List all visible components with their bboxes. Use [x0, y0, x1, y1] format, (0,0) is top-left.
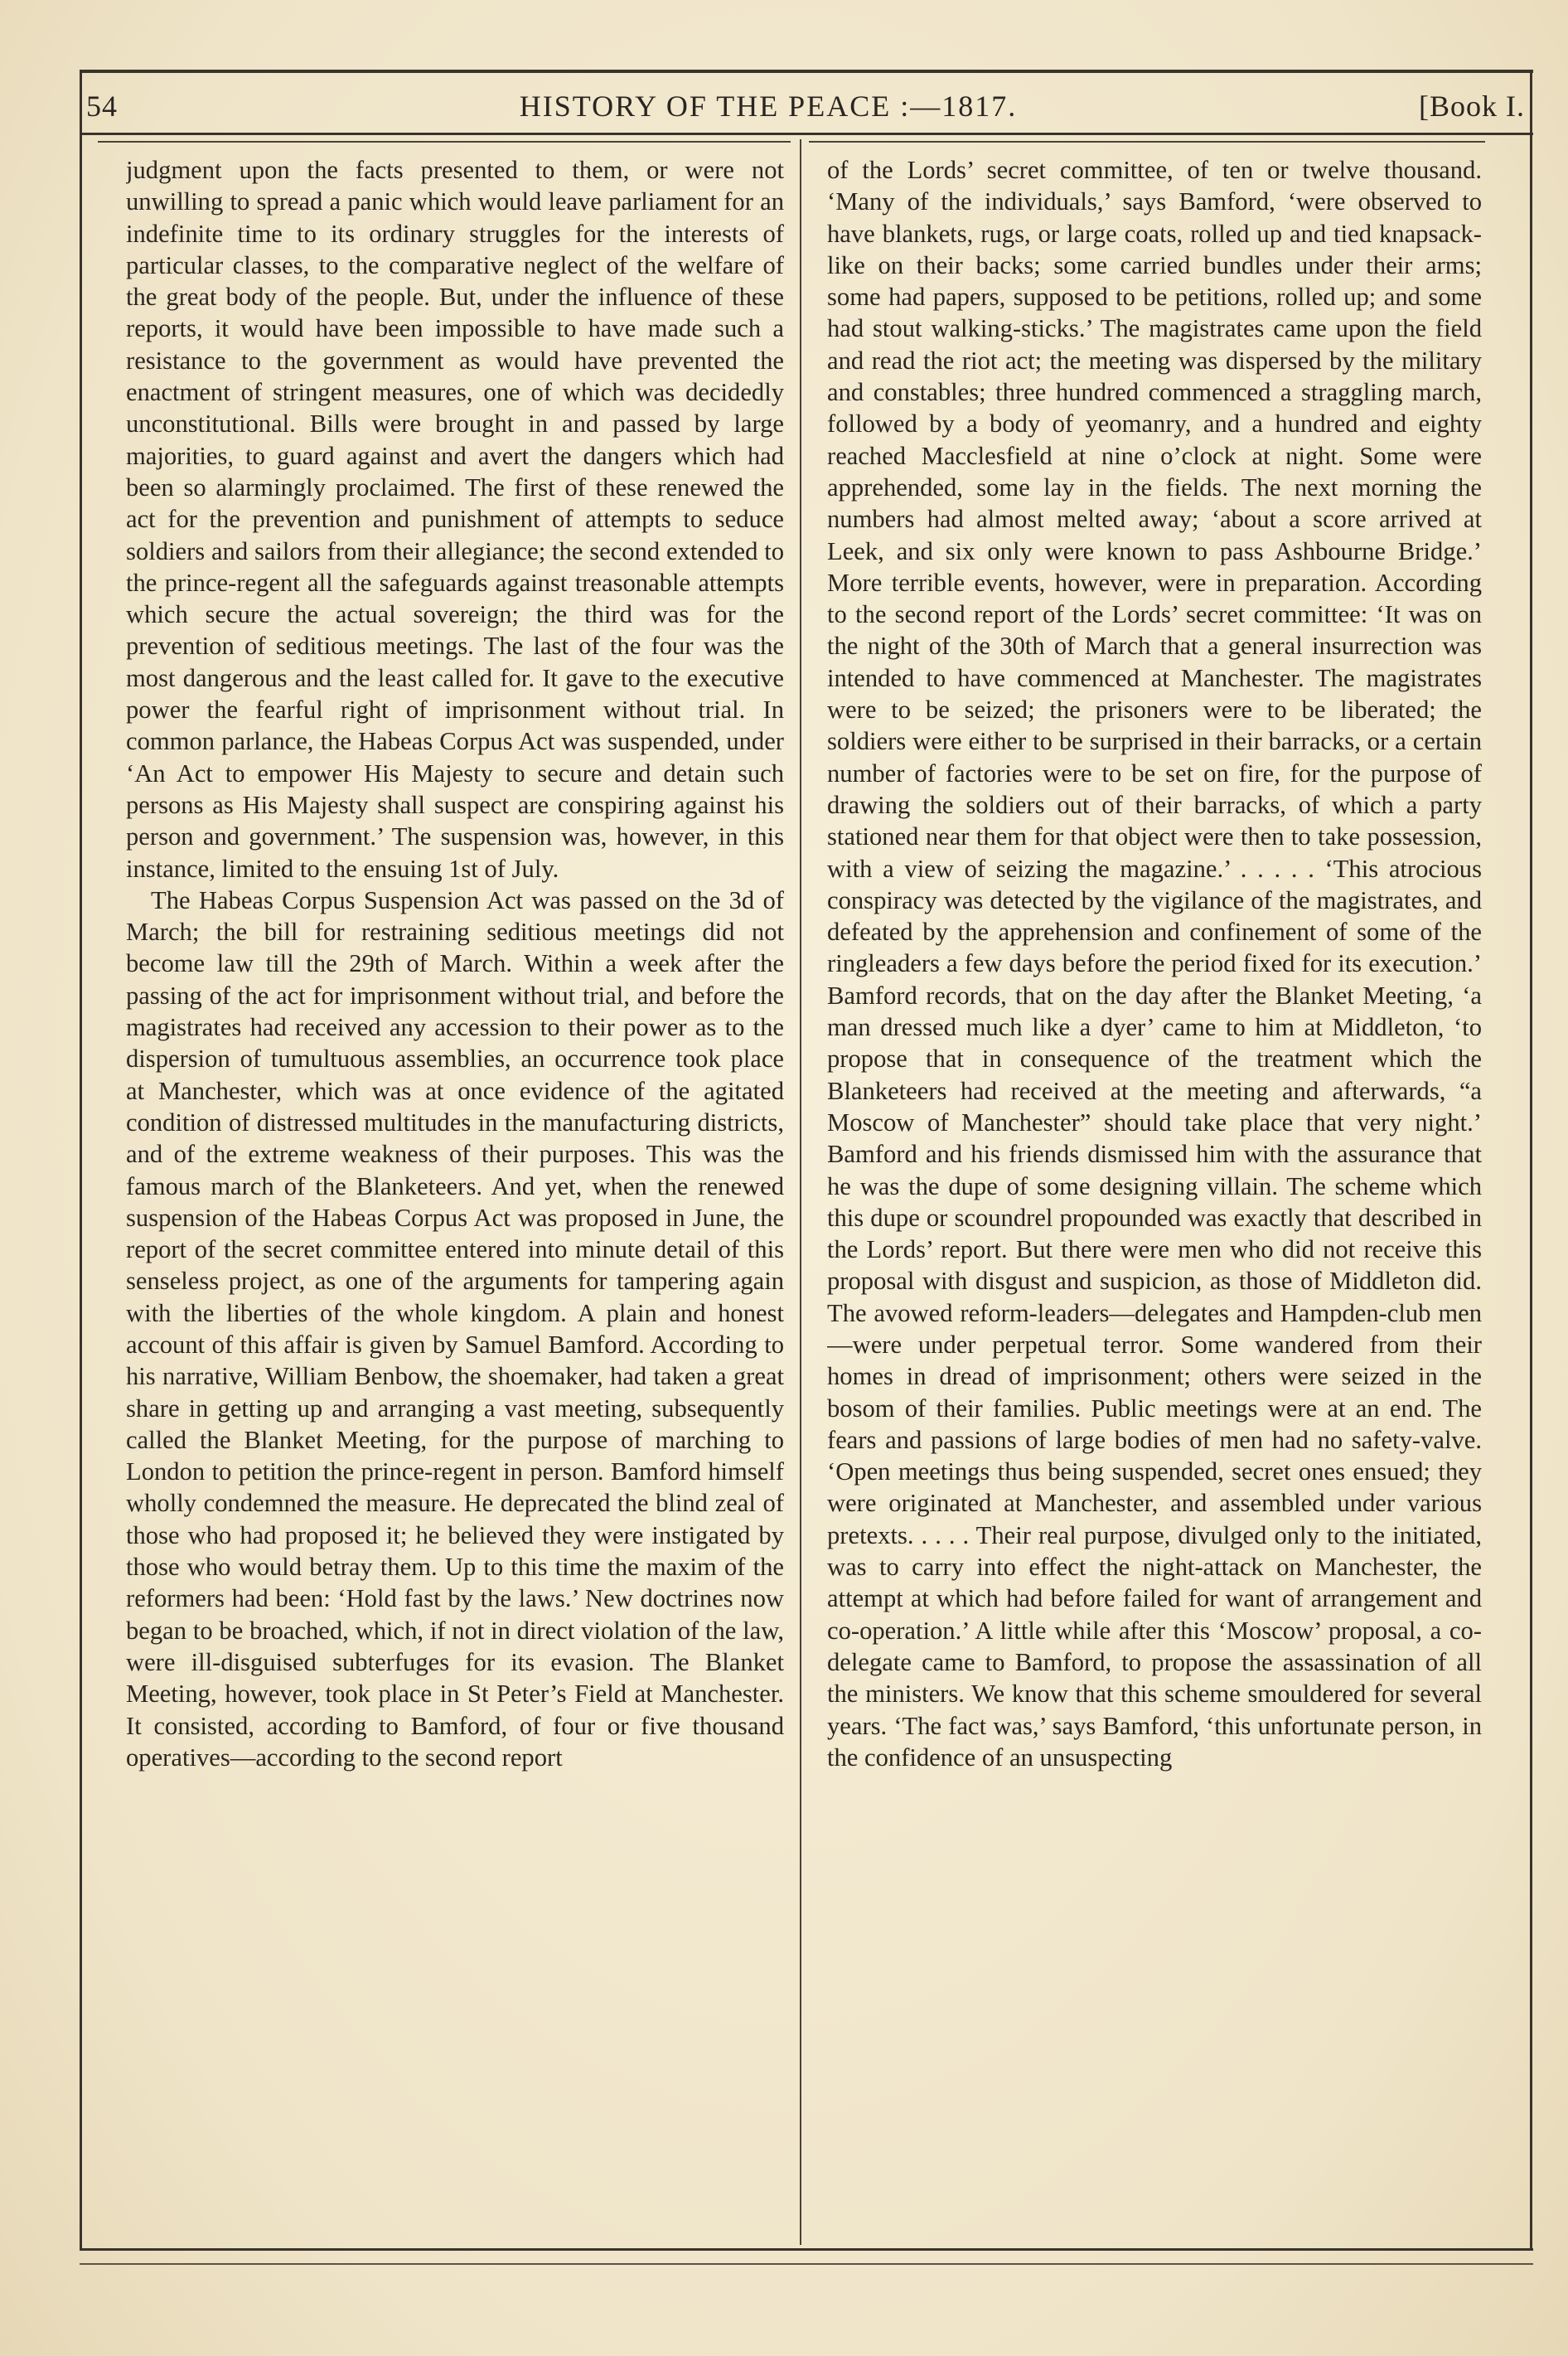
bottom-double-rule — [80, 2263, 1533, 2265]
bottom-border-rule — [80, 2248, 1533, 2251]
column-divider — [800, 139, 801, 2245]
running-title: HISTORY OF THE PEACE :—1817. — [519, 90, 1018, 123]
right-column — [827, 154, 1482, 2243]
book-reference: [Book I. — [1419, 90, 1525, 123]
top-border-rule — [80, 70, 1533, 73]
header-rule — [80, 133, 1533, 135]
right-paragraph-1: of the Lords’ secret committee, of ten or twelve thousand. ‘Many of the individuals,’ says Bamford, ‘were observed to have blankets, rugs, or large coats, rolled up and tied knapsack-like on their backs; some carried bundles under their arms; some had papers, supposed to be petitions, rolled up; and some had stout walking-sticks.’ The magistrates came upon the field and read the riot act; the meeting was dispersed by the military and constables; three hundred commenced a straggling march, followed by a body of yeomanry, and a hundred and eighty reached Macclesfield at nine o’clock at night. Some were apprehended, some lay in the fields. The next morning the numbers had almost melted away; ‘about a score arrived at Leek, and six only were known to pass Ashbourne Bridge.’ More terrible events, however, were in preparation. According to the second report of the Lords’ secret committee: ‘It was on the night of the 30th of March that a general insurrection was intended to have commenced at Manchester. The magistrates were to be seized; the prisoners were to be liberated; the soldiers were either to be surprised in their barracks, or a certain number of factories were to be set on fire, for the purpose of drawing the soldiers out of their barracks, of which a party stationed near them for that object were then to take possession, with a view of seizing the magazine.’ . . . . . ‘This atrocious conspiracy was detected by the vigilance of the magistrates, and defeated by the apprehension and confinement of some of the ringleaders a few days before the period fixed for its execution.’ Bamford records, that on the day after the Blanket Meeting, ‘a man dressed much like a dyer’ came to him at Middleton, ‘to propose that in consequence of the treatment which the Blanketeers had received at the meeting and afterwards, “a Moscow of Manchester” should take place that very night.’ Bamford and his friends dismissed him with the assurance that he was the dupe of some designing villain. The scheme which this dupe or scoundrel propounded was exactly that described in the Lords’ report. But there were men who did not receive this proposal with disgust and suspicion, as those of Middleton did. The avowed reform-leaders—delegates and Hampden-club men—were under perpetual terror. Some wandered from their homes in dread of imprisonment; others were seized in the bosom of their families. Public meetings were at an end. The fears and passions of large bodies of men had no safety-valve. ‘Open meetings thus being suspended, secret ones ensued; they were originated at Manchester, and assembled under various pretexts. . . . . Their real purpose, divulged only to the initiated, was to carry into effect the night-attack on Manchester, the attempt at which had before failed for want of arrangement and co-operation.’ A little while after this ‘Moscow’ proposal, a co-delegate came to Bamford, to propose the assassination of all the ministers. We know that this scheme smouldered for several years. ‘The fact was,’ says Bamford, ‘this unfortunate person, in the confidence of an unsuspecting — [827, 156, 1482, 1772]
left-paragraph-1: judgment upon the facts presented to them, or were not unwilling to spread a panic which would leave parliament for an indefinite time to its ordinary struggles for the interests of particular classes, to the comparative neglect of the welfare of the great body of the people. But, under the influence of these reports, it would have been impossible to have made such a resistance to the government as would have prevented the enactment of stringent measures, one of which was decidedly unconstitutional. Bills were brought in and passed by large majorities, to guard against and avert the dangers which had been so alarmingly proclaimed. The first of these renewed the act for the prevention and punishment of attempts to seduce soldiers and sailors from their allegiance; the second extended to the prince-regent all the safeguards against treasonable attempts which secure the actual sovereign; the third was for the prevention of seditious meetings. The last of the four was the most dangerous and the least called for. It gave to the executive power the fearful right of imprisonment without trial. In common parlance, the Habeas Corpus Act was suspended, under ‘An Act to empower His Majesty to secure and detain such persons as His Majesty shall suspect are conspiring against his person and government.’ The suspension was, however, in this instance, limited to the ensuing 1st of July. — [126, 156, 784, 883]
right-column-top-rule — [809, 141, 1485, 143]
left-border-rule — [80, 70, 82, 2250]
right-border-rule — [1530, 70, 1532, 2250]
left-column-top-rule — [98, 141, 791, 143]
running-header — [83, 83, 1530, 129]
page-number: 54 — [86, 90, 118, 123]
left-paragraph-2: The Habeas Corpus Suspension Act was passed on the 3d of March; the bill for restraining seditious meetings did not become law till the 29th of March. Within a week after the passing of the act for imprisonment without trial, and before the magistrates had received any accession to their power as to the dispersion of tumultuous assemblies, an occurrence took place at Manchester, which was at once evidence of the agitated condition of distressed multitudes in the manufacturing districts, and of the extreme weakness of their purposes. This was the famous march of the Blanketeers. And yet, when the renewed suspension of the Habeas Corpus Act was proposed in June, the report of the secret committee entered into minute detail of this senseless project, as one of the arguments for tampering again with the liberties of the whole kingdom. A plain and honest account of this affair is given by Samuel Bamford. According to his narrative, William Benbow, the shoemaker, had taken a great share in getting up and arranging a vast meeting, subsequently called the Blanket Meeting, for the purpose of marching to London to petition the prince-regent in person. Bamford himself wholly condemned the measure. He deprecated the blind zeal of those who had proposed it; he believed they were instigated by those who would betray them. Up to this time the maxim of the reformers had been: ‘Hold fast by the laws.’ New doctrines now began to be broached, which, if not in direct violation of the law, were ill-disguised subterfuges for its evasion. The Blanket Meeting, however, took place in St Peter’s Field at Manchester. It consisted, according to Bamford, of four or five thousand operatives—according to the second report — [126, 885, 784, 1772]
left-column — [126, 154, 784, 2243]
